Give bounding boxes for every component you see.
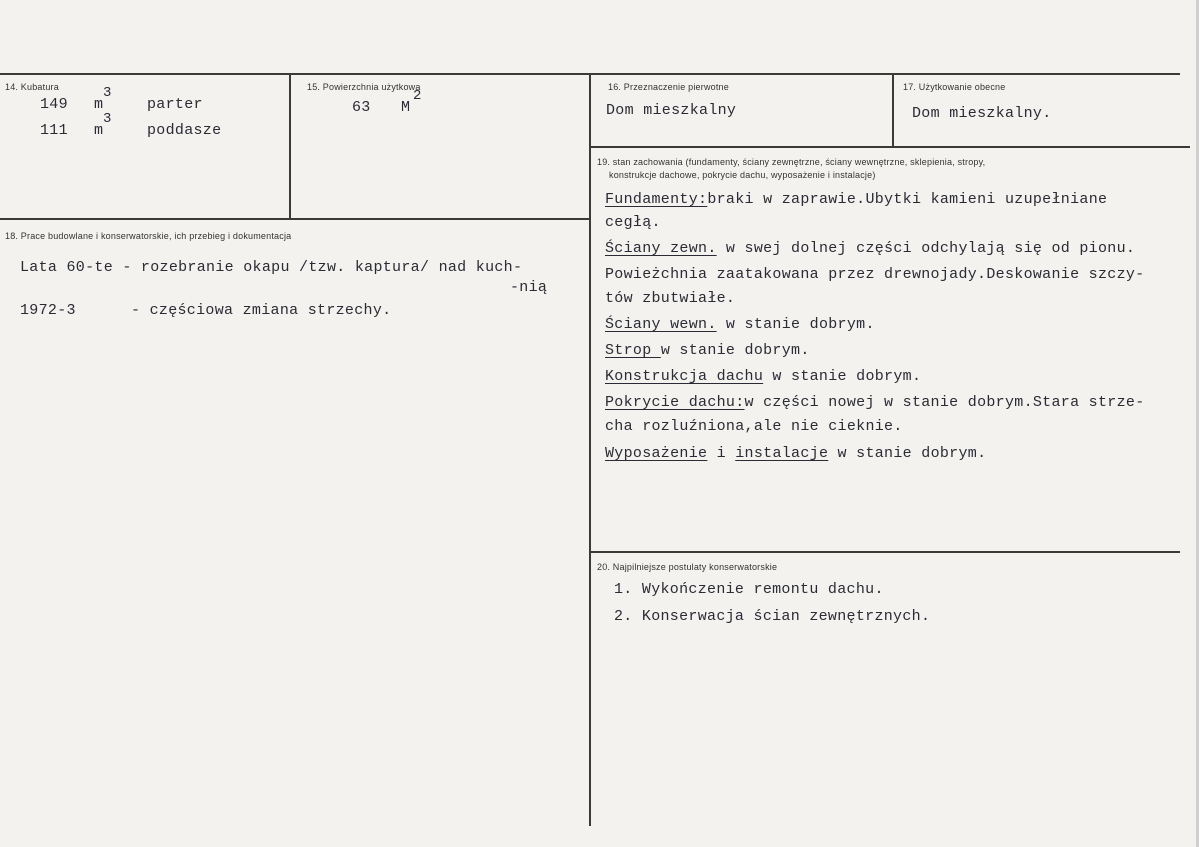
works-year: 1972-3 — [20, 302, 76, 319]
condition-text: w stanie dobrym. — [828, 445, 987, 462]
condition-line — [605, 342, 810, 359]
condition-text: w stanie dobrym. — [716, 316, 875, 333]
rule-under-14-15 — [0, 218, 591, 220]
condition-text: w stanie dobrym. — [763, 368, 922, 385]
condition-line — [605, 191, 1107, 208]
field-19-label: 19. stan zachowania (fundamenty, ściany zewnętrzne, ściany wewnętrzne, sklepienia, stropy, — [597, 157, 986, 167]
cubature-desc: parter — [147, 96, 203, 113]
field-14-label: 14. Kubatura — [5, 82, 59, 92]
works-line: - częściowa zmiana strzechy. — [131, 302, 392, 319]
condition-heading: Fundamenty: — [605, 191, 708, 208]
postulate-item: 1. Wykończenie remontu dachu. — [614, 581, 884, 598]
condition-heading: Ściany wewn. — [605, 316, 717, 333]
divider-14-15 — [289, 74, 291, 220]
original-purpose-value: Dom mieszkalny — [606, 102, 737, 119]
cubature-value: 111 — [40, 122, 68, 139]
cubature-unit: m — [94, 96, 104, 113]
cubature-exponent: 3 — [103, 111, 112, 127]
divider-main — [589, 74, 591, 826]
field-15-label: 15. Powierzchnia użytkowa — [307, 82, 421, 92]
rule-under-16-17 — [590, 146, 1190, 148]
postulate-item: 2. Konserwacja ścian zewnętrznych. — [614, 608, 931, 625]
condition-text: w stanie dobrym. — [660, 342, 810, 359]
usable-area-exponent: 2 — [413, 88, 422, 104]
condition-text: braki w zaprawie.Ubytki kamieni uzupełniane — [707, 191, 1108, 208]
field-18-label: 18. Prace budowlane i konserwatorskie, ich przebieg i dokumentacja — [5, 231, 292, 241]
condition-line: tów zbutwiałe. — [605, 290, 736, 307]
cubature-value: 149 — [40, 96, 68, 113]
condition-heading: Ściany zewn. — [605, 240, 717, 257]
condition-text: i — [707, 445, 736, 462]
condition-line: Powieżchnia zaatakowana przez drewnojady.Deskowanie szczy- — [605, 266, 1145, 283]
rule-above-20 — [590, 551, 1180, 553]
condition-line — [605, 240, 1135, 257]
condition-line: cegłą. — [605, 214, 661, 231]
works-line-continuation: -nią — [510, 279, 548, 296]
cubature-exponent: 3 — [103, 85, 112, 101]
usable-area-unit: M — [401, 99, 411, 116]
usable-area-value: 63 — [352, 99, 371, 116]
condition-text: w swej dolnej części odchylają się od pionu. — [716, 240, 1136, 257]
cubature-desc: poddasze — [147, 122, 222, 139]
condition-heading: Pokrycie dachu: — [605, 394, 745, 411]
condition-heading: Strop — [605, 342, 661, 359]
cubature-unit: m — [94, 122, 104, 139]
current-use-value: Dom mieszkalny. — [912, 105, 1052, 122]
condition-line — [605, 445, 986, 462]
condition-text: w części nowej w stanie dobrym.Stara strze- — [744, 394, 1145, 411]
field-17-label: 17. Użytkowanie obecne — [903, 82, 1006, 92]
field-19-label-cont: konstrukcje dachowe, pokrycie dachu, wyposażenie i instalacje) — [609, 170, 876, 180]
condition-heading: Konstrukcja dachu — [605, 368, 764, 385]
field-16-label: 16. Przeznaczenie pierwotne — [608, 82, 729, 92]
field-20-label: 20. Najpilniejsze postulaty konserwatorskie — [597, 562, 778, 572]
condition-line — [605, 368, 921, 385]
condition-line — [605, 316, 875, 333]
condition-heading: instalacje — [735, 445, 829, 462]
condition-heading: Wyposażenie — [605, 445, 708, 462]
condition-line — [605, 394, 1145, 411]
works-line: Lata 60-te - rozebranie okapu /tzw. kaptura/ nad kuch- — [20, 259, 523, 276]
condition-line: cha rozluźniona,ale nie cieknie. — [605, 418, 903, 435]
divider-16-17 — [892, 74, 894, 146]
